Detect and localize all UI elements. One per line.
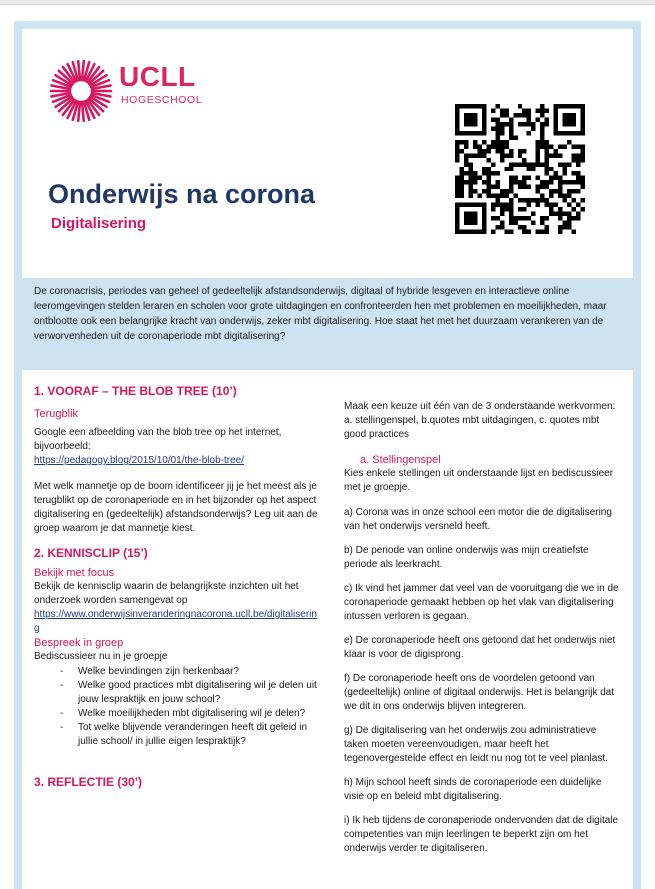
statement-item: b) De periode van online onderwijs was mijn creatiefste periode als leerkracht. <box>344 545 589 570</box>
statement-item: h) Mijn school heeft sinds de coronaperiode een duidelijke visie op en beleid mbt digitalisering. <box>344 777 602 802</box>
section-heading-kennisclip: 2. KENNISCLIP (15’) <box>34 546 148 560</box>
statement-item: a) Corona was in onze school een motor die de digitalisering van het onderwijs versneld heeft. <box>344 507 612 532</box>
subheading-stellingenspel: a. Stellingenspel <box>360 454 441 466</box>
paragraph-kennisclip: Bekijk de kennisclip waarin de belangrijkste inzichten uit het onderzoek worden samengevat op <box>34 581 299 606</box>
statement-item: c) Ik vind het jammer dat veel van de vooruitgang die we in de coronaperiode gemaakt hebben op het vlak van digitalisering intussen verloren is gegaan. <box>344 583 619 622</box>
paragraph-blob-tree-search: Google een afbeelding van the blob tree op het internet, bijvoorbeeld: <box>34 427 282 452</box>
content-panel <box>22 370 633 889</box>
right-column <box>344 400 622 889</box>
link-kennisclip[interactable]: https://www.onderwijsinveranderingnacorona.ucll.be/digitalisering <box>34 609 317 634</box>
statement-item: i) Ik heb tijdens de coronaperiode ondervonden dat de digitale competenties van mijn leerlingen te beperkt zijn om het onderwijs verder te digitaliseren. <box>344 815 619 854</box>
window-top-edge <box>0 0 655 5</box>
statement-item: g) De digitalisering van het onderwijs zou administratieve taken moeten vereenvoudigen, maar heeft het tegenovergestelde effect en leidt nu nog tot te veel planlast. <box>344 725 608 764</box>
document-page <box>14 21 641 889</box>
paragraph-bediscussieer: Bediscussieer nu in je groepje <box>34 651 168 662</box>
intro-paragraph: De coronacrisis, periodes van geheel of gedeeltelijk afstandsonderwijs, digitaal of hybride lesgeven en interactieve online leeromgevingen stelden leraren en scholen voor grote uitdagingen en confronteerden hen met problemen en moeilijkheden, maar ontblootte ook een belangrijke kracht van onderwijs, zeker mbt digitalisering. Hoe staat het met het duurzaam verankeren van de verworvenheden uit de coronaperiode mbt digitalisering? <box>34 286 607 342</box>
subheading-bekijk-met-focus: Bekijk met focus <box>34 567 115 579</box>
section-heading-reflectie: 3. REFLECTIE (30’) <box>34 775 143 789</box>
list-item: - Welke good practices mbt digitalisering wil je delen uit jouw lespraktijk en jouw school? <box>60 680 317 705</box>
page-subtitle: Digitalisering <box>51 215 147 232</box>
paragraph-stellingen-intro: Kies enkele stellingen uit onderstaande lijst en bediscussieer met je groepje. <box>344 468 614 493</box>
discussion-bullet-list <box>34 665 318 749</box>
logo-subtext: HOGESCHOOL <box>121 94 203 106</box>
qr-code-icon <box>455 104 585 234</box>
list-item: - Tot welke blijvende veranderingen heeft dit geleid in jullie school/ in jullie eigen lespraktijk? <box>60 722 308 747</box>
list-item: - Welke moeilijkheden mbt digitalisering wil je delen? <box>60 708 306 719</box>
paragraph-werkvorm-keuze: Maak een keuze uit één van de 3 onderstaande werkvormen: a. stellingenspel, b.quotes mbt uitdagingen, c. quotes mbt good practices <box>344 401 616 440</box>
subheading-terugblik: Terugblik <box>34 408 79 420</box>
statement-item: f) De coronaperiode heeft ons de voordelen getoond van (gedeeltelijk) online of digitaal onderwijs. Het is belangrijk dat we dit in ons onderwijs blijven integreren. <box>344 673 615 712</box>
section-heading-blob-tree: 1. VOORAF – THE BLOB TREE (10’) <box>34 384 237 398</box>
header-panel <box>22 29 633 278</box>
logo-wordmark: UCLL <box>119 61 196 92</box>
statement-item: e) De coronaperiode heeft ons getoond dat het onderwijs niet klaar is voor de digisprong. <box>344 635 616 660</box>
ucll-logo-icon <box>49 59 113 123</box>
link-blob-tree[interactable]: https://pedagogy.blog/2015/10/01/the-blob-tree/ <box>34 455 244 466</box>
subheading-bespreek-in-groep: Bespreek in groep <box>34 637 124 649</box>
paragraph-blob-tree-question: Met welk mannetje op de boom identificeer jij je het meest als je terugblikt op de coronaperiode en in het bijzonder op het aspect digitalisering en (gedeeltelijk) afstandsonderwijs? Leg uit aan de groep waarom je dat mannetje kiest. <box>34 481 318 534</box>
left-column <box>34 384 318 789</box>
page-title: Onderwijs na corona <box>48 179 316 209</box>
list-item: - Welke bevindingen zijn herkenbaar? <box>60 666 240 677</box>
